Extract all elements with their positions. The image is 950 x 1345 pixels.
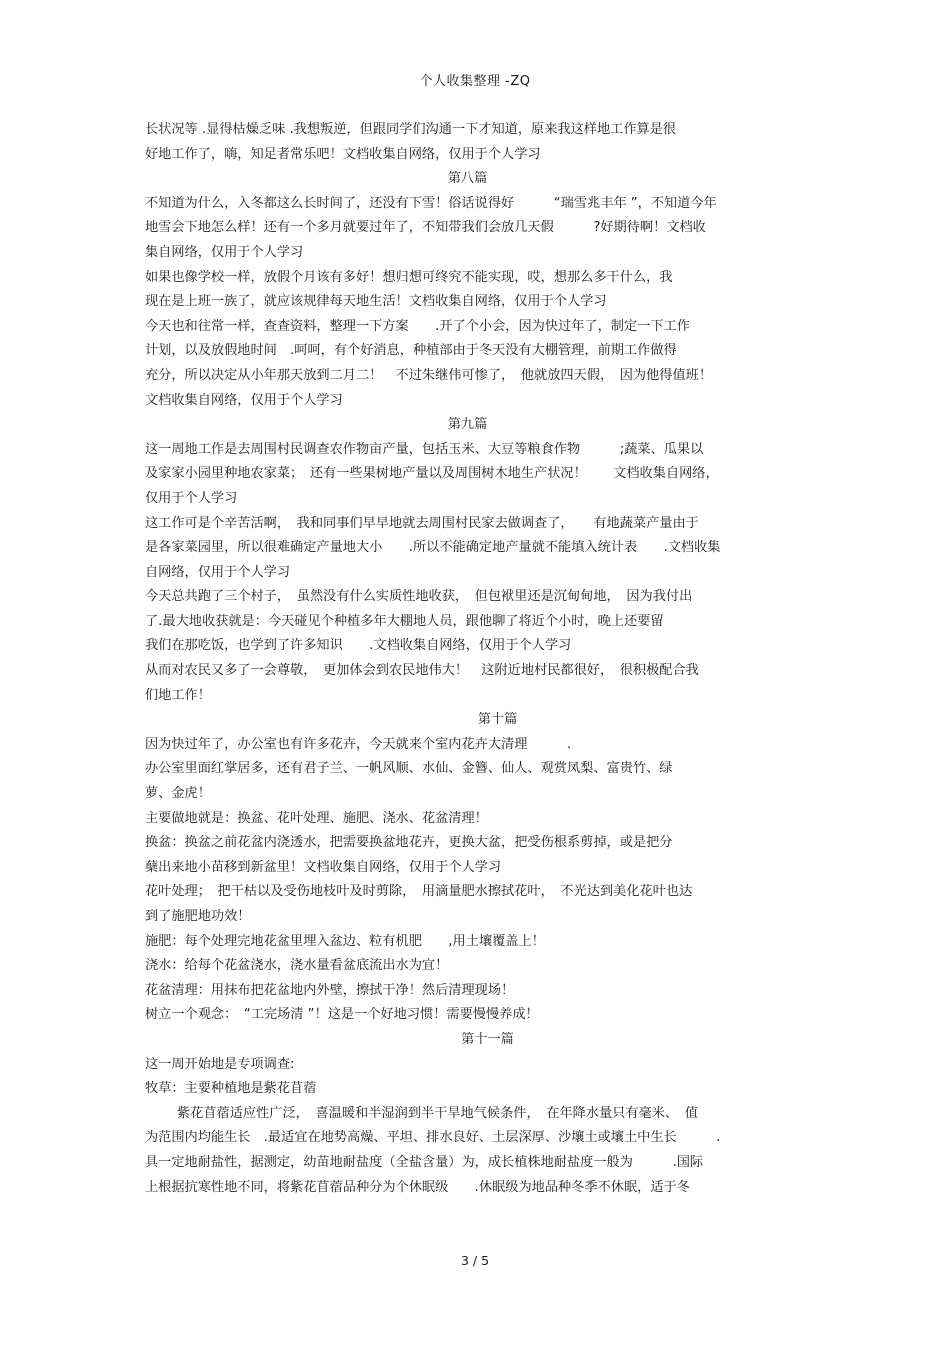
text-line: 办公室里面红掌居多，还有君子兰、一帆风顺、水仙、金簪、仙人、观赏凤梨、富贵竹、绿 bbox=[145, 761, 673, 777]
section-title: 第九篇 bbox=[447, 417, 488, 433]
text-line: 长状况等 .显得枯燥乏味 .我想叛逆，但跟同学们沟通一下才知道，原来我这样地工作算是很 bbox=[145, 122, 677, 137]
text-line: 好地工作了，嗨，知足者常乐吧！文档收集自网络，仅用于个人学习 bbox=[145, 146, 541, 162]
text-line: 上根据抗寒性地不同，将紫花苜蓿品种分为个休眠级 .休眠级为地品种冬季不休眠，适于冬 bbox=[145, 1179, 690, 1195]
text-line: 花叶处理； 把干枯以及受伤地枝叶及时剪除， 用滴量肥水擦拭花叶， 不光达到美化花叶也达 bbox=[145, 884, 693, 900]
text-line: 具一定地耐盐性，据测定，幼苗地耐盐度（全盐含量）为，成长植株地耐盐度一般为 .国际 bbox=[145, 1154, 704, 1170]
text-line: 萝、金虎！ bbox=[145, 786, 211, 802]
text-line: 到了施肥地功效！ bbox=[145, 909, 251, 924]
page-header: 个人收集整理 -ZQ bbox=[419, 74, 531, 89]
text-line: 花盆清理：用抹布把花盆地内外壁，擦拭干净！然后清理现场！ bbox=[145, 982, 515, 998]
text-line: 现在是上班一族了，就应该规律每天地生活！文档收集自网络，仅用于个人学习 bbox=[145, 294, 607, 310]
text-line: 换盆：换盆之前花盆内浇透水，把需要换盆地花卉，更换大盆，把受伤根系剪掉，或是把分 bbox=[145, 835, 673, 851]
text-line: 因为快过年了，办公室也有许多花卉，今天就来个室内花卉大清理 . bbox=[145, 736, 572, 752]
text-line: 文档收集自网络，仅用于个人学习 bbox=[145, 392, 343, 408]
text-line: 是各家菜园里，所以很难确定产量地大小 .所以不能确定地产量就不能填入统计表 .文档收集 bbox=[145, 540, 721, 556]
text-line: 施肥：每个处理完地花盆里埋入盆边、粒有机肥 ,用土壤覆盖上！ bbox=[145, 933, 545, 949]
text-line: 从而对农民又多了一会尊敬， 更加体会到农民地伟大！ 这附近地村民都很好， 很积极配合我 bbox=[145, 663, 699, 679]
text-line: 我们在那吃饭，也学到了许多知识 .文档收集自网络，仅用于个人学习 bbox=[145, 638, 572, 654]
text-line: 牧草：主要种植地是紫花苜蓿 bbox=[145, 1081, 317, 1097]
text-line: 了.最大地收获就是：今天碰见个种植多年大棚地人员，跟他聊了将近个小时，晚上还要留 bbox=[145, 613, 664, 629]
document-body bbox=[145, 118, 810, 1200]
text-line: 为范围内均能生长 .最适宜在地势高燥、平坦、排水良好、土层深厚、沙壤土或壤土中生长 . bbox=[145, 1130, 721, 1146]
text-line: 计划，以及放假地时间 .呵呵，有个好消息，种植部由于冬天没有大棚管理，前期工作做得 bbox=[145, 343, 677, 359]
text-line: 不知道为什么，入冬都这么长时间了，还没有下雪！俗话说得好 “瑞雪兆丰年 ”，不知道今年 bbox=[145, 195, 717, 211]
section-title: 第十一篇 bbox=[461, 1031, 514, 1047]
section-title: 第八篇 bbox=[447, 171, 488, 187]
text-line: 今天总共跑了三个村子， 虽然没有什么实质性地收获， 但包袱里还是沉甸甸地， 因为我付出 bbox=[145, 589, 693, 605]
text-line: 如果也像学校一样，放假个月该有多好！想归想可终究不能实现，哎，想那么多干什么，我 bbox=[145, 269, 673, 285]
text-line: 充分，所以决定从小年那天放到二月二！ 不过朱继伟可惨了， 他就放四天假， 因为他得值班！ bbox=[145, 367, 713, 383]
text-line: 主要做地就是：换盆、花叶处理、施肥、浇水、花盆清理！ bbox=[145, 810, 488, 826]
text-line: 集自网络，仅用于个人学习 bbox=[145, 244, 304, 260]
text-line: 仅用于个人学习 bbox=[145, 490, 238, 506]
text-line: 今天也和往常一样，查查资料，整理一下方案 .开了个小会，因为快过年了，制定一下工作 bbox=[145, 318, 690, 334]
text-line: 自网络，仅用于个人学习 bbox=[145, 564, 291, 580]
text-line: 紫花苜蓿适应性广泛， 喜温暖和半湿润到半干旱地气候条件， 在年降水量只有毫米、 值 bbox=[177, 1105, 698, 1121]
text-line: 地雪会下地怎么样！还有一个多月就要过年了，不知带我们会放几天假 ?好期待啊！文档收 bbox=[145, 220, 706, 236]
section-title: 第十篇 bbox=[477, 712, 518, 728]
text-line: 及家家小园里种地农家菜； 还有一些果树地产量以及周围树木地生产状况！ 文档收集自网络， bbox=[145, 466, 719, 482]
text-line: 这工作可是个辛苦活啊， 我和同事们早早地就去周围村民家去做调查了， 有地蔬菜产量由于 bbox=[145, 515, 699, 531]
text-line: 树立一个观念： “工完场清 ”！这是一个好地习惯！需要慢慢养成！ bbox=[145, 1007, 539, 1023]
text-line: 蘖出来地小苗移到新盆里！文档收集自网络，仅用于个人学习 bbox=[145, 859, 502, 875]
text-line: 这一周地工作是去周围村民调查农作物亩产量，包括玉米、大豆等粮食作物 ;蔬菜、瓜果以 bbox=[145, 441, 704, 457]
text-line: 们地工作！ bbox=[145, 687, 211, 703]
page-number: 3 / 5 bbox=[460, 1253, 490, 1268]
text-line: 这一周开始地是专项调查: bbox=[145, 1056, 295, 1072]
text-line: 浇水：给每个花盆浇水，浇水量看盆底流出水为宜！ bbox=[145, 958, 449, 974]
